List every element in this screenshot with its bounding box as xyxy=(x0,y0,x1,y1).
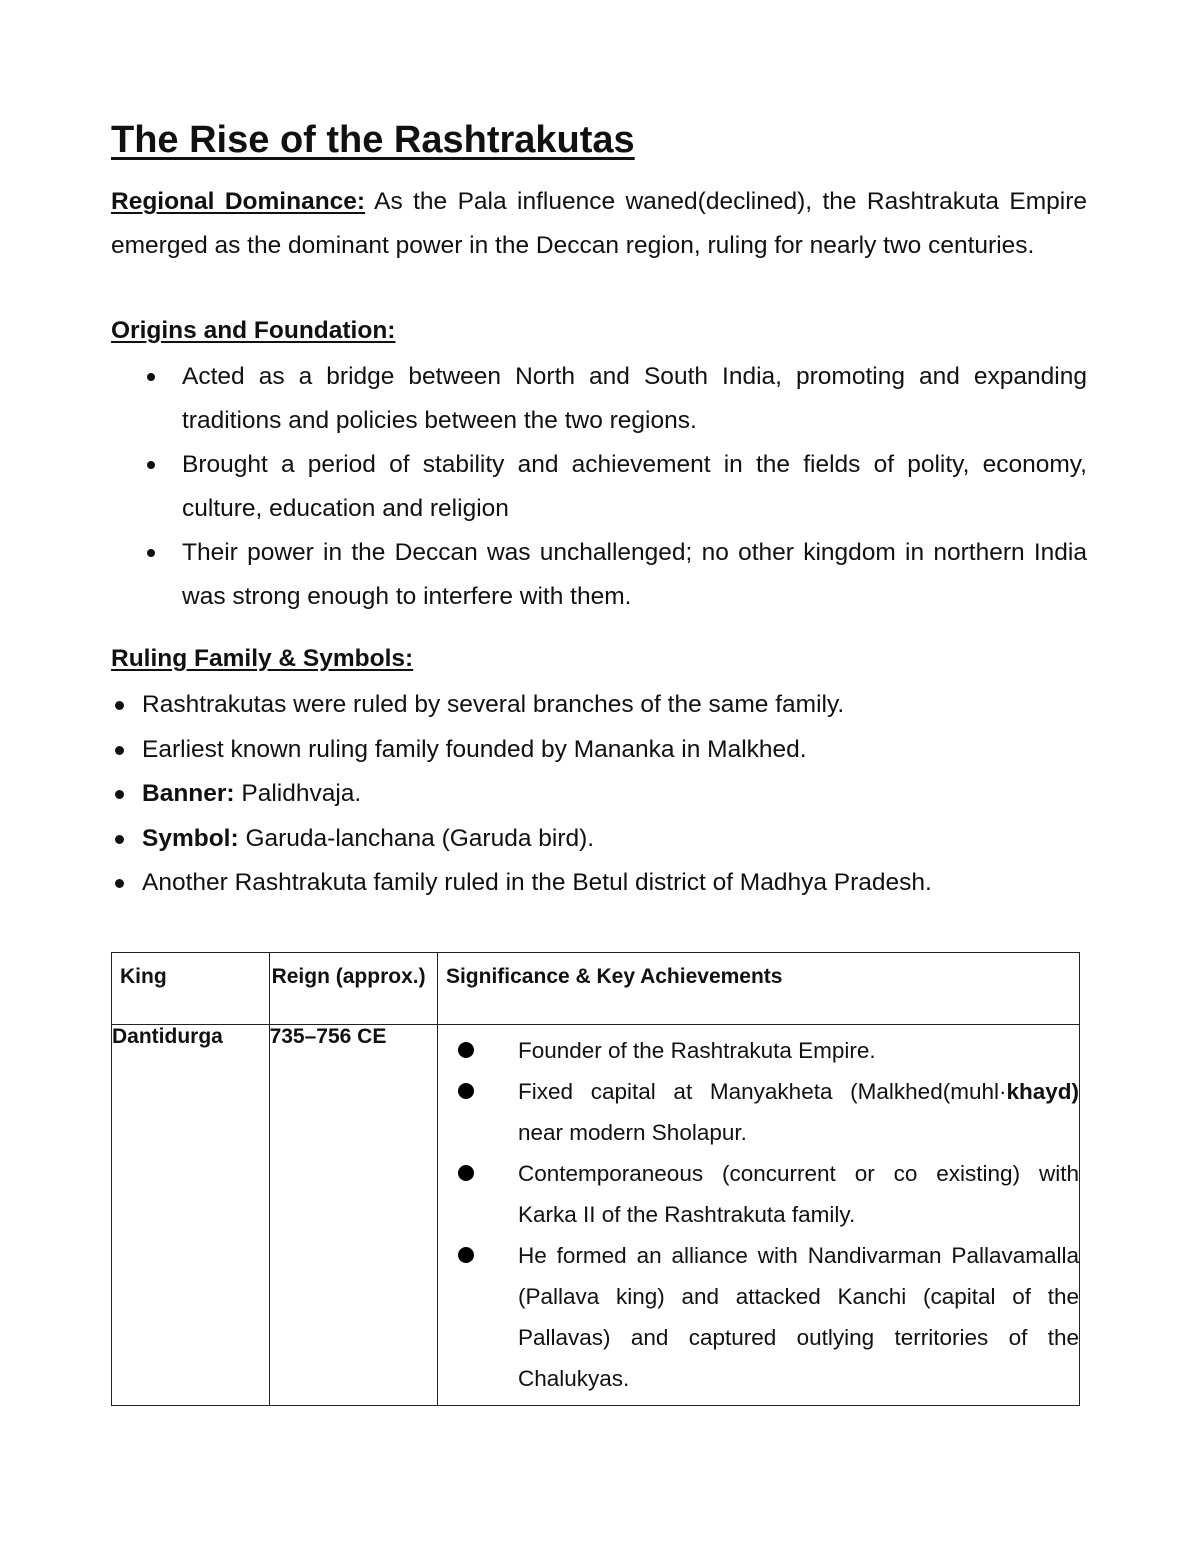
table-header-row xyxy=(112,953,1080,1025)
list-item: Founder of the Rashtrakuta Empire. xyxy=(438,1030,1079,1071)
bullet-icon xyxy=(147,373,155,381)
banner-value: Palidhvaja. xyxy=(234,780,362,807)
list-item xyxy=(111,817,1087,862)
bullet-icon xyxy=(458,1083,474,1099)
list-item: Earliest known ruling family founded by Mananka in Malkhed. xyxy=(111,728,1087,773)
bullet-icon xyxy=(147,549,155,557)
origins-heading: Origins and Foundation: xyxy=(111,317,396,344)
ruling-family-heading: Ruling Family & Symbols: xyxy=(111,645,414,672)
page-title: The Rise of the Rashtrakutas xyxy=(111,119,635,161)
list-item: Brought a period of stability and achievement in the fields of polity, economy, culture, education and religion xyxy=(111,443,1087,531)
table-row xyxy=(112,1025,1080,1406)
header-reign: Reign (approx.) xyxy=(269,953,437,1025)
list-item: Rashtrakutas were ruled by several branches of the same family. xyxy=(111,683,1087,728)
list-item xyxy=(111,772,1087,817)
reign-cell: 735–756 CE xyxy=(269,1025,437,1406)
list-item: Acted as a bridge between North and South India, promoting and expanding traditions and policies between the two regions. xyxy=(111,355,1087,443)
list-item: Contemporaneous (concurrent or co existing) with Karka II of the Rashtrakuta family. xyxy=(438,1153,1079,1235)
kings-table xyxy=(111,952,1080,1406)
banner-label: Banner: xyxy=(142,780,235,807)
bullet-icon xyxy=(458,1247,474,1263)
bullet-icon xyxy=(115,790,124,799)
list-item: Another Rashtrakuta family ruled in the Betul district of Madhya Pradesh. xyxy=(111,861,1087,906)
bullet-icon xyxy=(115,746,124,755)
regional-dominance-heading: Regional Dominance: xyxy=(111,188,366,215)
regional-dominance-paragraph xyxy=(111,180,1087,268)
symbol-value: Garuda-lanchana (Garuda bird). xyxy=(238,824,595,852)
bullet-icon xyxy=(147,461,155,469)
header-significance: Significance & Key Achievements xyxy=(437,953,1079,1025)
bullet-icon xyxy=(458,1042,474,1058)
list-item: Fixed capital at Manyakheta (Malkhed(muhl·khayd) near modern Sholapur. xyxy=(438,1071,1079,1153)
king-cell: Dantidurga xyxy=(112,1025,270,1406)
list-item: He formed an alliance with Nandivarman Pallavamalla (Pallava king) and attacked Kanchi (capital of the Pallavas) and captured outlying territories of the Chalukyas. xyxy=(438,1235,1079,1399)
bullet-icon xyxy=(115,701,124,710)
achievements-list xyxy=(438,1025,1079,1405)
bullet-icon xyxy=(458,1165,474,1181)
symbol-label: Symbol: xyxy=(142,824,239,852)
ruling-family-list xyxy=(111,683,1087,906)
significance-cell xyxy=(437,1025,1079,1406)
regional-dominance-text: As the Pala influence waned(declined), the Rashtrakuta Empire emerged as the dominant power in the Deccan region, ruling for nearly two centuries. xyxy=(111,188,1088,259)
bullet-icon xyxy=(115,835,124,844)
origins-list xyxy=(111,355,1087,619)
list-item: Their power in the Deccan was unchallenged; no other kingdom in northern India was strong enough to interfere with them. xyxy=(111,531,1087,619)
header-king: King xyxy=(112,953,270,1025)
bullet-icon xyxy=(115,879,124,888)
